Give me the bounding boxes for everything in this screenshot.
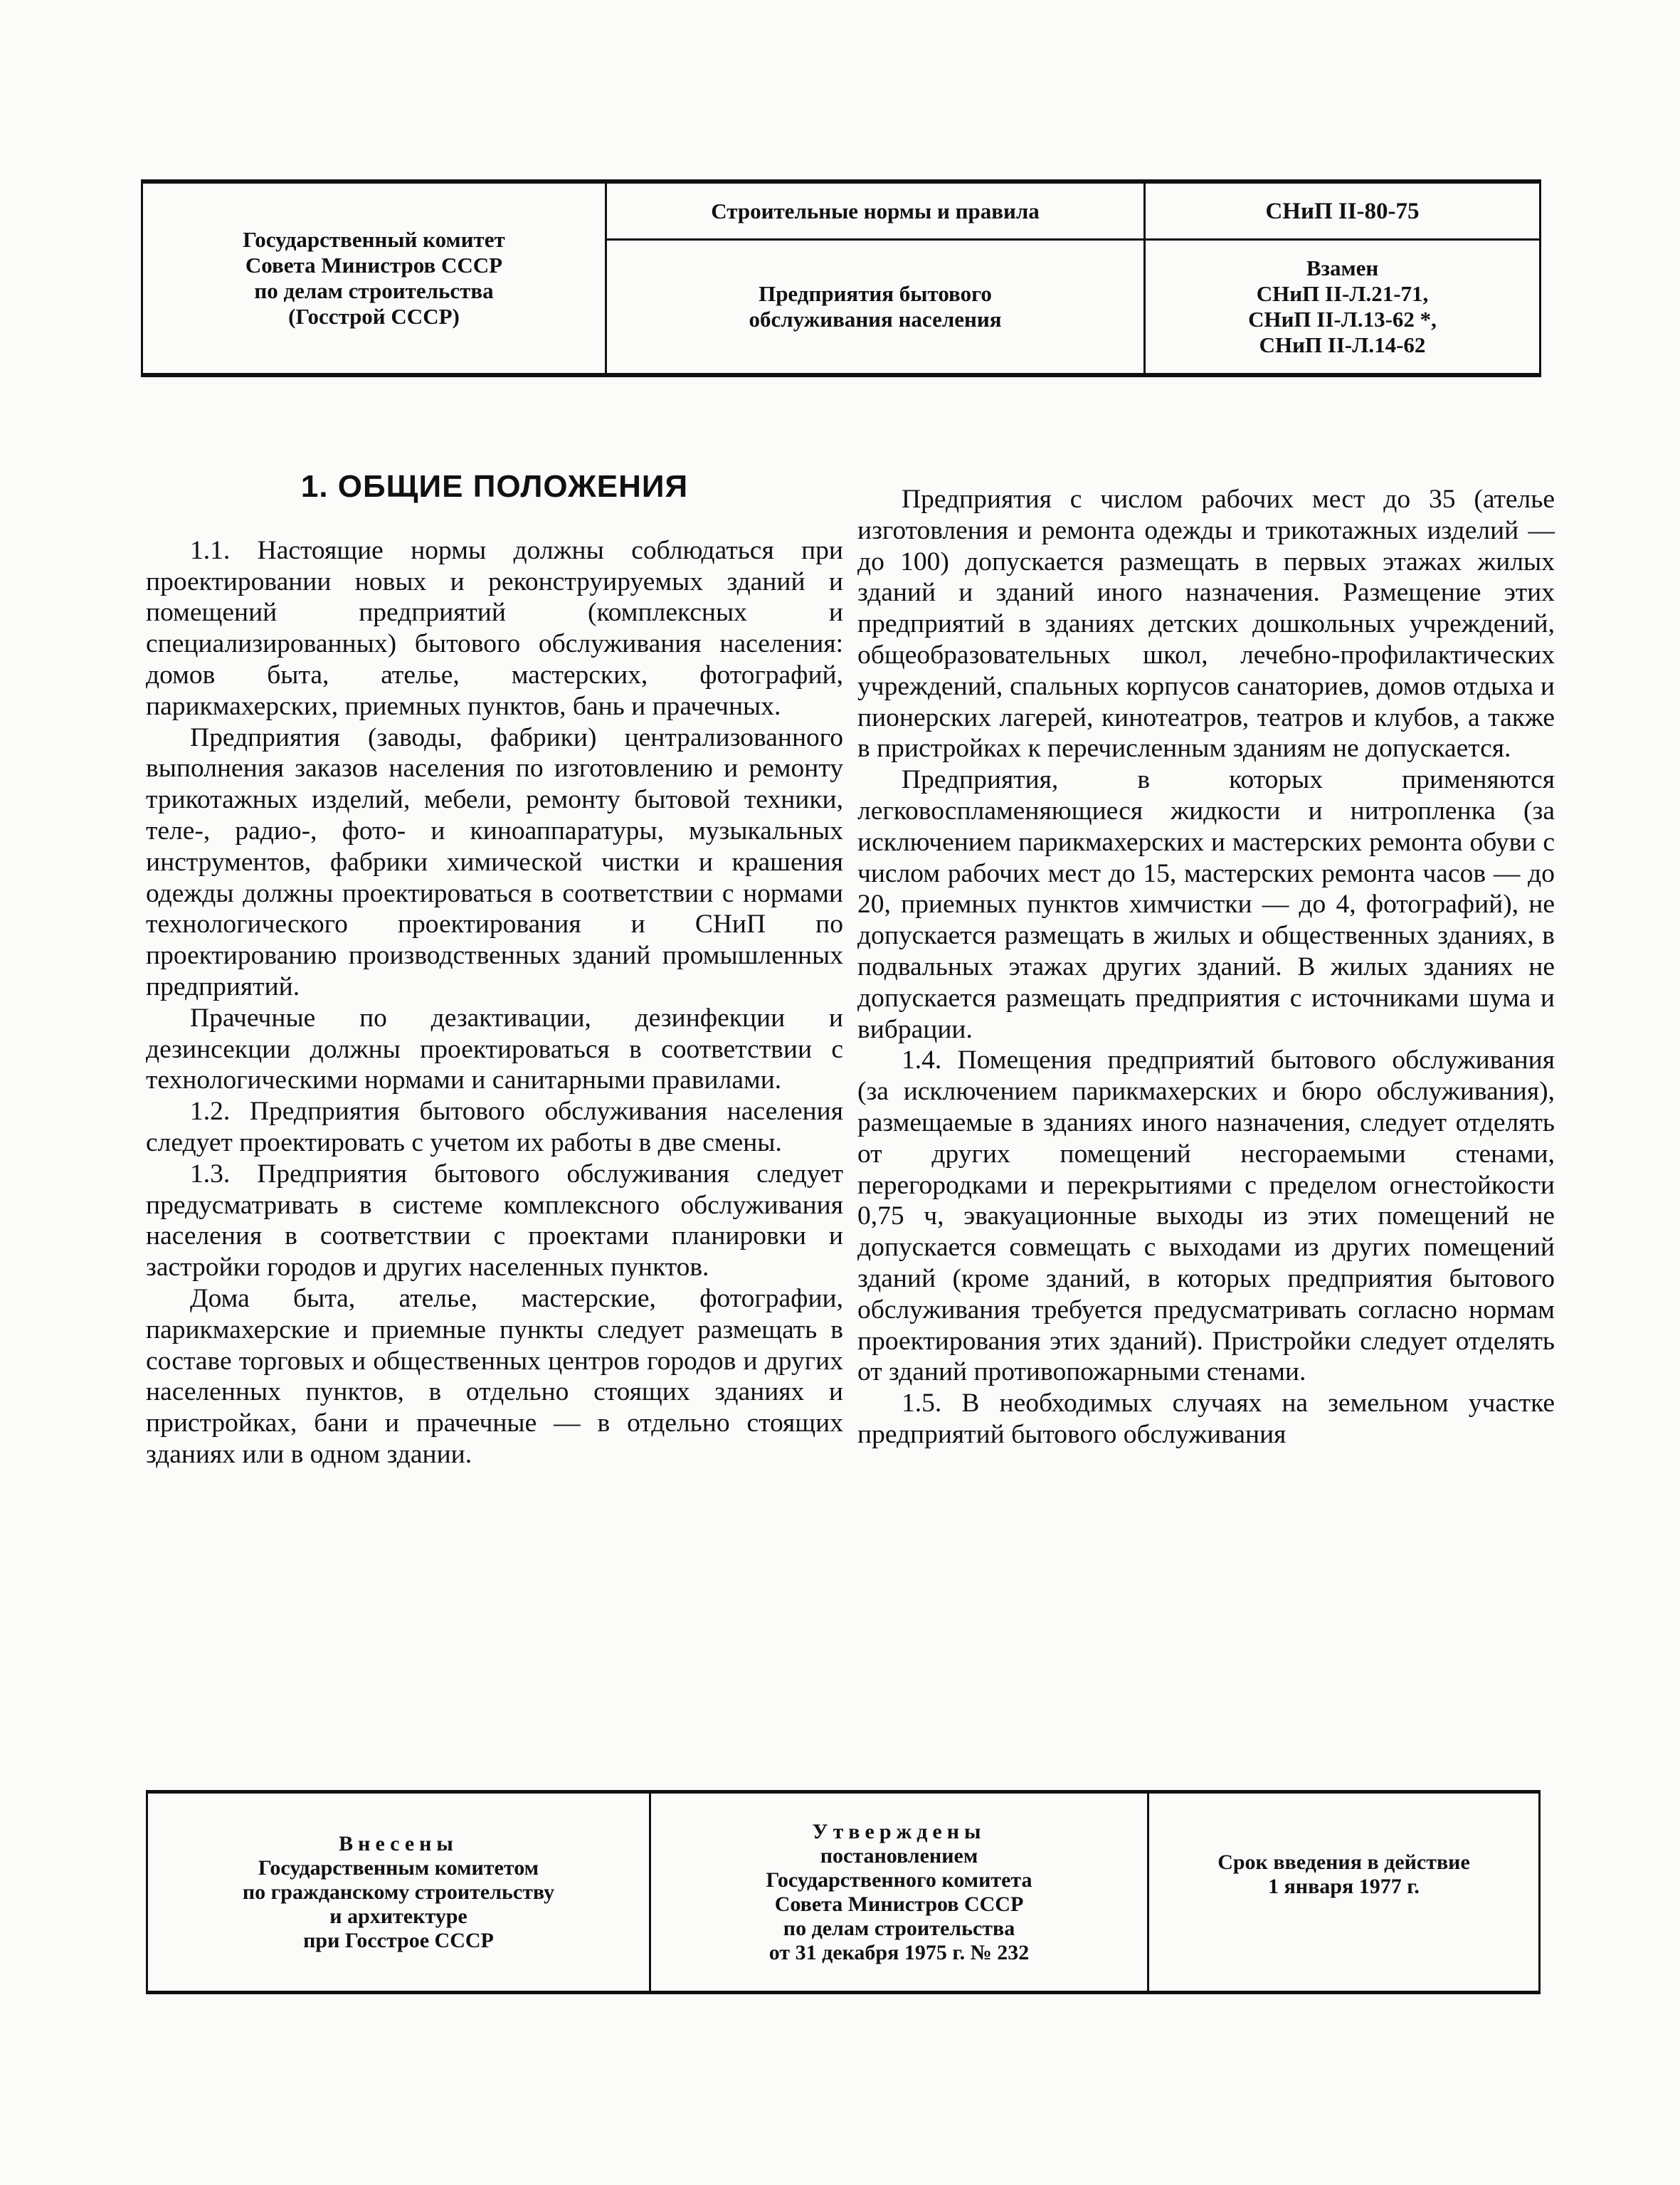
- introduced-line: Государственным комитетом: [258, 1855, 539, 1880]
- effective-label: Срок введения в действие: [1217, 1850, 1470, 1874]
- approved-line: от 31 декабря 1975 г. № 232: [768, 1940, 1030, 1964]
- document-code-cell: [1146, 184, 1539, 373]
- effective-date: 1 января 1977 г.: [1268, 1875, 1420, 1898]
- introduced-by-cell: [148, 1794, 651, 1991]
- effective-date-cell: [1149, 1794, 1538, 1991]
- right-column: [857, 484, 1555, 1450]
- replaces-label: Взамен: [1306, 256, 1379, 280]
- paragraph: 1.4. Помещения предприятий бытового обслуживания (за исключением парикмахерских и бюро обслуживания), размещаемые в зданиях иного назначения, следует отделять от других помещений несгораемыми стенами, перегородками и перекрытиями с пределом огнестойкости 0,75 ч, эвакуационные выходы из этих помещений не допускается совмещать с выходами из других помещений зданий (кроме зданий, в которых предприятия бытового обслуживания требуется предусматривать согласно нормам проектирования этих зданий). Пристройки следует отделять от зданий противопожарными стенами.: [857, 1046, 1555, 1387]
- document-title: Предприятия бытового: [759, 281, 992, 306]
- paragraph: Предприятия, в которых применяются легковоспламеняющиеся жидкости и нитропленка (за исключением парикмахерских и мастерских ремонта обуви с числом рабочих мест до 15, мастерских ремонта часов — до 20, приемных пунктов химчистки — до 4, фотографий), не допускается размещать в жилых и общественных зданиях, в подвальных этажах других зданий. В жилых зданиях не допускается размещать предприятия с источниками шума и вибрации.: [857, 765, 1555, 1044]
- introduced-line: по гражданскому строительству: [242, 1880, 555, 1904]
- paragraph: 1.1. Настоящие нормы должны соблюдаться при проектировании новых и реконструируемых зданий и помещений предприятий (комплексных и специализированных) бытового обслуживания населения: домов быта, ателье, мастерских, фотографий, парикмахерских, приемных пунктов, бань и прачечных.: [146, 535, 843, 721]
- replaced-code: СНиП II-Л.14-62: [1259, 332, 1426, 357]
- org-line: Совета Министров СССР: [245, 253, 503, 278]
- replaced-code: СНиП II-Л.21-71,: [1256, 281, 1429, 306]
- paragraph: Прачечные по дезактивации, дезинфекции и дезинсекции должны проектироваться в соответствии с технологическими нормами и санитарными правилами.: [146, 1003, 843, 1095]
- org-line: Государственный комитет: [243, 227, 505, 252]
- paragraph: 1.3. Предприятия бытового обслуживания следует предусматривать в системе комплексного обслуживания населения в соответствии с проектами планировки и застройки городов и других населенных пунктов.: [146, 1159, 843, 1283]
- document-title-cell: [607, 184, 1146, 373]
- paragraph: Дома быта, ателье, мастерские, фотографии, парикмахерские и приемные пункты следует размещать в составе торговых и общественных центров городов и других населенных пунктов, в отдельно стоящих зданиях и пристройках, бани и прачечные — в отдельно стоящих зданиях или в одном здании.: [146, 1283, 843, 1469]
- paragraph: Предприятия (заводы, фабрики) централизованного выполнения заказов населения по изготовлению и ремонту трикотажных изделий, мебели, ремонту бытовой техники, теле-, радио-, фото- и киноаппаратуры, музыкальных инструментов, фабрики химической чистки и крашения одежды должны проектироваться в соответствии с нормами технологического проектирования и СНиП по проектированию производственных зданий промышленных предприятий.: [146, 722, 843, 1001]
- approved-line: Совета Министров СССР: [774, 1892, 1024, 1916]
- header-table: [141, 179, 1541, 377]
- introduced-label: Внесены: [339, 1831, 458, 1855]
- series-label: Строительные нормы и правила: [711, 198, 1040, 223]
- approved-line: по делам строительства: [783, 1916, 1015, 1940]
- introduced-line: и архитектуре: [329, 1904, 467, 1928]
- paragraph: Предприятия с числом рабочих мест до 35 (ателье изготовления и ремонта одежды и трикотажных изделий — до 100) допускается размещать в первых этажах жилых зданий и зданий иного назначения. Размещение этих предприятий в зданиях детских дошкольных учреждений, общеобразовательных школ, лечебно-профилактических учреждений, спальных корпусов санаториев, домов отдыха и пионерских лагерей, кинотеатров, театров и клубов, а также в пристройках к перечисленным зданиям не допускается.: [857, 485, 1555, 764]
- org-line: (Госстрой СССР): [288, 304, 460, 329]
- introduced-line: при Госстрое СССР: [303, 1928, 494, 1952]
- org-line: по делам строительства: [254, 278, 494, 303]
- issuing-organization: [143, 184, 607, 373]
- footer-table: [146, 1790, 1541, 1994]
- replaced-code: СНиП II-Л.13-62 *,: [1248, 307, 1437, 332]
- approved-line: постановлением: [820, 1843, 978, 1868]
- paragraph: 1.2. Предприятия бытового обслуживания населения следует проектировать с учетом их работы в две смены.: [146, 1097, 843, 1157]
- approved-by-cell: [651, 1794, 1149, 1991]
- left-column: [146, 463, 843, 1470]
- approved-line: Государственного комитета: [766, 1868, 1032, 1892]
- paragraph: 1.5. В необходимых случаях на земельном участке предприятий бытового обслуживания: [857, 1389, 1555, 1449]
- approved-label: Утверждены: [812, 1819, 986, 1843]
- document-code: СНиП II-80-75: [1265, 198, 1420, 224]
- document-title: обслуживания населения: [749, 307, 1002, 332]
- section-heading: 1. ОБЩИЕ ПОЛОЖЕНИЯ: [300, 469, 689, 504]
